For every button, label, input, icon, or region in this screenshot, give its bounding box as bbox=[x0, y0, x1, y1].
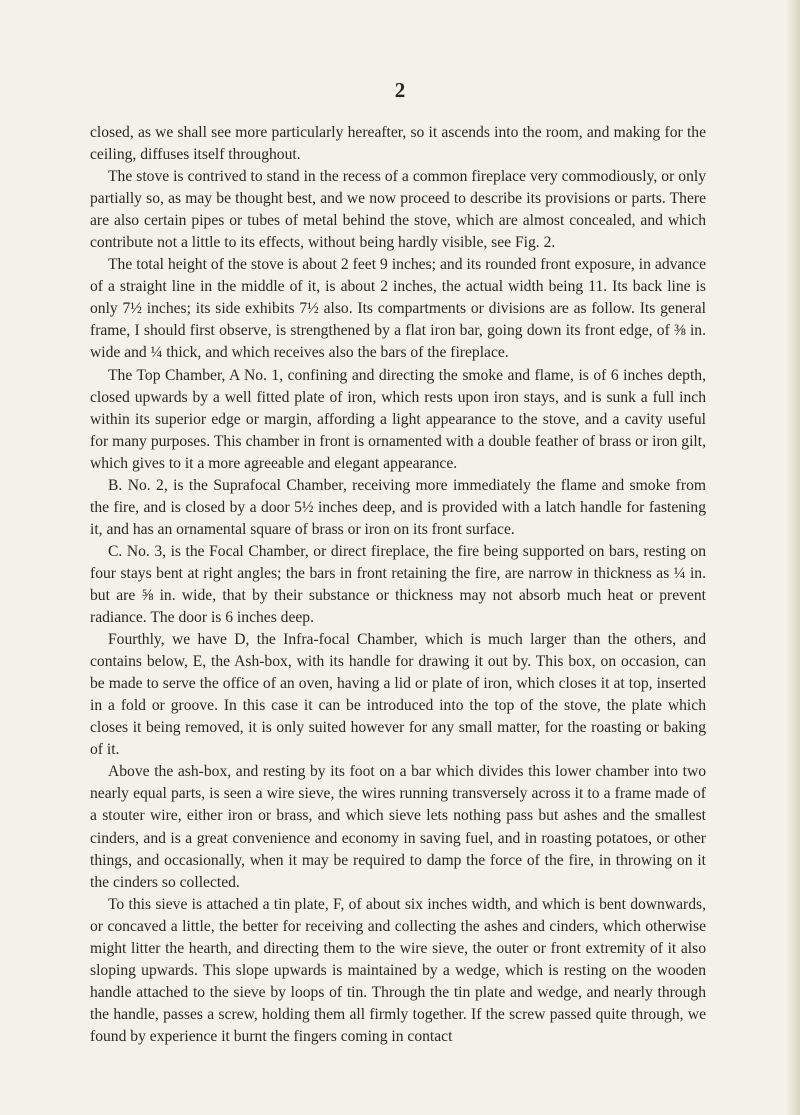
page-edge-shadow bbox=[786, 0, 800, 1115]
paragraph: The stove is contrived to stand in the recess of a common fireplace very commodiously, or only partially so, as may be thought best, and we now proceed to describe its provisions or parts. There are also certain pipes or tubes of metal behind the stove, which are almost concealed, and which contribute not a little to its effects, without being hardly visible, see Fig. 2. bbox=[90, 168, 706, 252]
page-number: 2 bbox=[394, 78, 406, 102]
paragraph: Fourthly, we have D, the Infra-focal Chamber, which is much larger than the others, and contains below, E, the Ash-box, with its handle for drawing it out by. This box, on occasion, can be made to serve the office of an oven, having a lid or plate of iron, which closes it at top, inserted in a fold or groove. In this case it can be introduced into the top of the stove, the plate which closes it being removed, it is only suited however for any small matter, for the roasting or baking of it. bbox=[90, 631, 706, 759]
paragraph: To this sieve is attached a tin plate, F, of about six inches width, and which is bent downwards, or concaved a little, the better for receiving and collecting the ashes and cinders, which otherwise might litter the hearth, and directing them to the wire sieve, the outer or front extremity of it also sloping upwards. This slope upwards is maintained by a wedge, which is resting on the wooden handle attached to the sieve by loops of tin. Through the tin plate and wedge, and nearly through the handle, passes a screw, holding them all firmly together. If the screw passed quite through, we found by experience it burnt the fingers coming in contact bbox=[90, 895, 706, 1045]
paragraph: The total height of the stove is about 2 feet 9 inches; and its rounded front exposure, in advance of a straight line in the middle of it, is about 2 inches, the actual width being 11. Its back line is only 7½ inches; its side exhibits 7½ also. Its compartments or divisions are as follow. Its general frame, I should first observe, is strengthened by a flat iron bar, going down its front edge, of ⅜ in. wide and ¼ thick, and which receives also the bars of the fireplace. bbox=[90, 256, 706, 362]
paragraph: Above the ash-box, and resting by its foot on a bar which divides this lower chamber into two nearly equal parts, is seen a wire sieve, the wires running transversely across it to a frame made of a stouter wire, either iron or brass, and which sieve lets nothing pass but ashes and the smallest cinders, and is a great convenience and economy in saving fuel, and in roasting potatoes, or other things, and occasionally, when it may be required to damp the force of the fire, in throwing on it the cinders so collected. bbox=[90, 763, 706, 891]
body-text bbox=[90, 122, 706, 1048]
paragraph: B. No. 2, is the Suprafocal Chamber, receiving more immediately the flame and smoke from the fire, and is closed by a door 5½ inches deep, and is provided with a latch handle for fastening it, and has an ornamental square of brass or iron on its front surface. bbox=[90, 476, 706, 538]
paragraph: closed, as we shall see more particularly hereafter, so it ascends into the room, and making for the ceiling, diffuses itself throughout. bbox=[90, 124, 706, 164]
paragraph: C. No. 3, is the Focal Chamber, or direct fireplace, the fire being supported on bars, resting on four stays bent at right angles; the bars in front retaining the fire, are narrow in thickness as ¼ in. but are ⅝ in. wide, that by their substance or thickness may not absorb much heat or prevent radiance. The door is 6 inches deep. bbox=[90, 542, 706, 627]
paragraph: The Top Chamber, A No. 1, confining and directing the smoke and flame, is of 6 inches depth, closed upwards by a well fitted plate of iron, which rests upon iron stays, and is sunk a full inch within its superior edge or margin, affording a light appearance to the stove, and a cavity useful for many purposes. This chamber in front is ornamented with a double feather of brass or iron gilt, which gives to it a more agreeable and elegant appearance. bbox=[90, 366, 706, 472]
